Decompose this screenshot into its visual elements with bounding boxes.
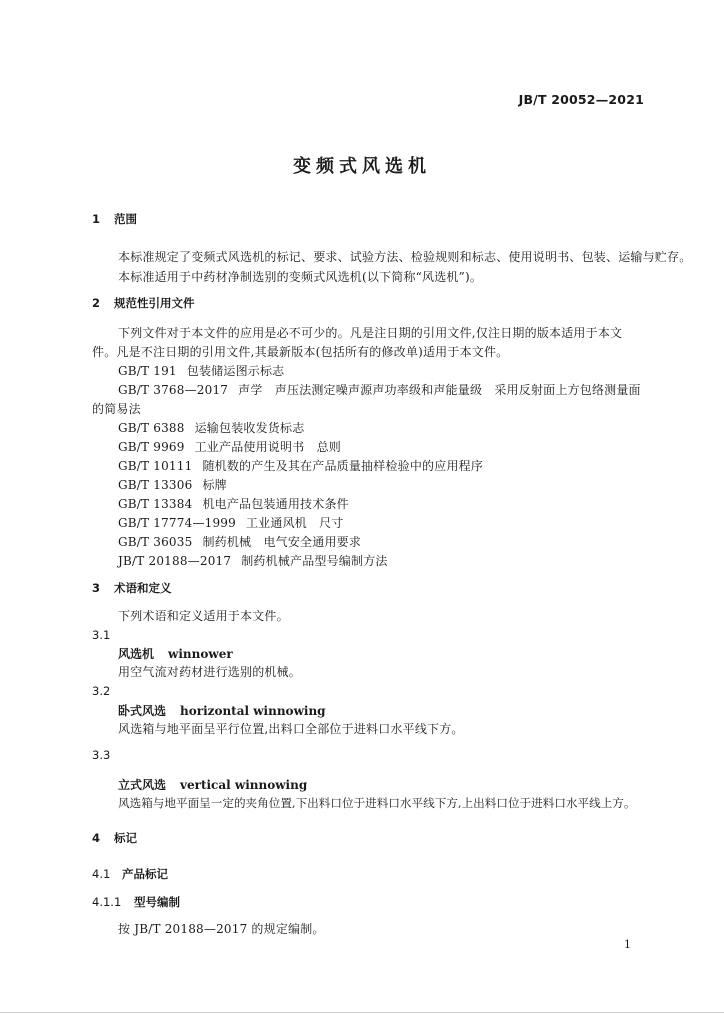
reference-name: 随机数的产生及其在产品质量抽样检验中的应用程序 (202, 459, 484, 473)
reference-code: GB/T 9969 (118, 440, 185, 454)
reference-item (118, 381, 641, 398)
section-title: 术语和定义 (114, 581, 172, 595)
reference-name: 包装储运图示标志 (186, 364, 285, 378)
reference-name: 机电产品包装通用技术条件 (202, 497, 349, 511)
paragraph: 下列术语和定义适用于本文件。 (118, 609, 289, 623)
reference-item (118, 495, 349, 512)
reference-code: GB/T 13384 (118, 497, 193, 511)
term-en: horizontal winnowing (180, 704, 326, 718)
reference-name-continued: 的简易法 (92, 402, 141, 416)
reference-code: GB/T 17774—1999 (118, 516, 236, 530)
paragraph: 本标准适用于中药材净制选别的变频式风选机(以下简称“风选机”)。 (118, 270, 483, 284)
reference-name: 工业产品使用说明书 总则 (194, 440, 342, 454)
subsection-heading (92, 866, 168, 882)
term-heading (118, 645, 233, 662)
subsection-title: 产品标记 (122, 867, 168, 881)
term-number: 3.2 (92, 684, 111, 698)
reference-code: GB/T 36035 (118, 535, 193, 549)
reference-item (118, 552, 388, 569)
section-3-heading (92, 580, 172, 596)
section-number: 4 (92, 831, 101, 845)
subsection-number: 4.1 (92, 867, 111, 881)
reference-name: 制药机械产品型号编制方法 (241, 554, 388, 568)
term-zh: 卧式风选 (118, 704, 167, 718)
reference-code: GB/T 3768—2017 (118, 383, 229, 397)
section-number: 1 (92, 212, 101, 226)
reference-item (118, 533, 361, 550)
subsection-heading (92, 894, 180, 910)
section-title: 范围 (114, 212, 137, 226)
term-en: winnower (168, 647, 233, 661)
reference-name: 标牌 (202, 478, 227, 492)
section-1-heading (92, 211, 137, 227)
reference-name: 制药机械 电气安全通用要求 (202, 535, 362, 549)
document-code: JB/T 20052—2021 (518, 92, 644, 107)
reference-item (118, 514, 344, 531)
paragraph: 按 JB/T 20188—2017 的规定编制。 (118, 922, 325, 936)
term-number: 3.1 (92, 628, 111, 642)
page-number: 1 (624, 938, 631, 951)
reference-name: 声学 声压法测定噪声源声功率级和声能量级 采用反射面上方包络测量面 (238, 383, 641, 397)
section-4-heading (92, 830, 137, 846)
reference-item (118, 457, 483, 474)
reference-code: GB/T 10111 (118, 459, 193, 473)
reference-code: JB/T 20188—2017 (118, 554, 232, 568)
footer-divider (0, 1012, 724, 1013)
section-number: 3 (92, 581, 101, 595)
term-definition: 风选箱与地平面呈一定的夹角位置,下出料口位于进料口水平线下方,上出料口位于进料口水平线上方。 (118, 796, 636, 810)
section-title: 规范性引用文件 (114, 296, 195, 310)
term-en: vertical winnowing (180, 778, 308, 792)
term-heading (118, 702, 326, 719)
reference-code: GB/T 6388 (118, 421, 185, 435)
section-number: 2 (92, 296, 101, 310)
paragraph: 件。凡是不注日期的引用文件,其最新版本(包括所有的修改单)适用于本文件。 (92, 345, 509, 359)
paragraph: 下列文件对于本文件的应用是必不可少的。凡是注日期的引用文件,仅注日期的版本适用于本文 (118, 326, 623, 340)
reference-name: 工业通风机 尺寸 (245, 516, 344, 530)
term-number: 3.3 (92, 748, 111, 762)
reference-name: 运输包装收发货标志 (194, 421, 305, 435)
term-definition: 风选箱与地平面呈平行位置,出料口全部位于进料口水平线下方。 (118, 722, 464, 736)
reference-item (118, 476, 227, 493)
subsection-title: 型号编制 (134, 895, 180, 909)
section-2-heading (92, 295, 195, 311)
term-heading (118, 776, 307, 793)
reference-item (118, 438, 341, 455)
term-zh: 风选机 (118, 647, 155, 661)
paragraph: 本标准规定了变频式风选机的标记、要求、试验方法、检验规则和标志、使用说明书、包装、运输与贮存。 (118, 250, 692, 264)
reference-item (118, 362, 284, 379)
reference-item (118, 419, 304, 436)
term-definition: 用空气流对药材进行选别的机械。 (118, 665, 302, 679)
reference-code: GB/T 13306 (118, 478, 193, 492)
subsection-number: 4.1.1 (92, 895, 122, 909)
term-zh: 立式风选 (118, 778, 167, 792)
document-title: 变频式风选机 (293, 156, 431, 177)
reference-code: GB/T 191 (118, 364, 177, 378)
section-title: 标记 (114, 831, 137, 845)
